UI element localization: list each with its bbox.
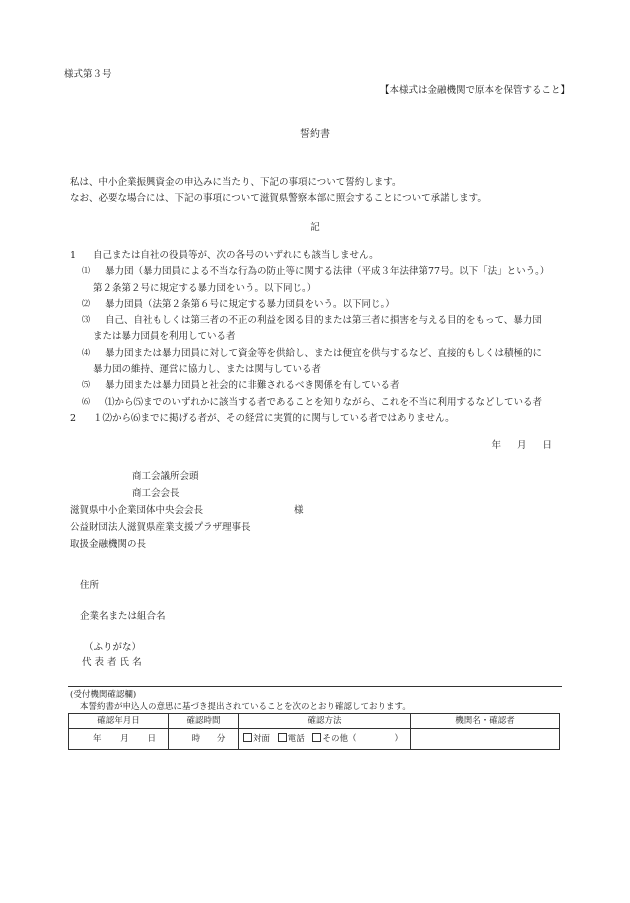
- clause-text: １⑵から⑹までに掲げる者が、その経営に実質的に関与している者ではありません。: [93, 412, 455, 424]
- intro-line: 私は、中小企業振興資金の申込みに当たり、下記の事項について誓約します。: [70, 177, 402, 188]
- checkbox-icon: [278, 733, 287, 742]
- clause-text: 第２条第２号に規定する暴力団をいう。以下同じ。）: [93, 282, 317, 294]
- clause-text: 自己または自社の役員等が、次の各号のいずれにも該当しません。: [93, 250, 379, 261]
- clause-text: または暴力団員を利用している者: [93, 331, 236, 343]
- clause-text: 暴力団または暴力団員と社会的に非難されるべき関係を有している者: [105, 380, 400, 392]
- method-phone-label: 電話: [287, 734, 305, 745]
- intro-line: なお、必要な場合には、下記の事項について滋賀県警察本部に照会することについて承諾します。: [70, 193, 487, 204]
- confirmation-table: [68, 713, 560, 750]
- honorific: 様: [294, 505, 304, 516]
- header-confirm-time: 確認時間: [169, 714, 239, 729]
- clause-mark: ⑹: [82, 396, 90, 406]
- form-number: 様式第３号: [64, 69, 112, 80]
- representative-label: 代 表 者 氏 名: [82, 657, 142, 668]
- clause-mark: ⑷: [82, 347, 90, 357]
- clause-text: 暴力団の維持、運営に協力し、または関与している者: [93, 364, 322, 376]
- header-institution: 機関名・確認者: [411, 714, 560, 729]
- month-mark: 月: [120, 733, 129, 744]
- addressee: 取扱金融機関の長: [70, 539, 147, 550]
- clause-text: 暴力団（暴力団員による不当な行為の防止等に関する法律（平成３年法律第77号。以下「法」という。）: [105, 266, 550, 278]
- clause-text: ⑴から⑸までのいずれかに該当する者であることを知りながら、これを不当に利用するなどしている者: [105, 396, 543, 408]
- clause-mark: ⑴: [82, 266, 90, 276]
- table-header-row: [69, 714, 560, 729]
- section-divider: [68, 686, 562, 687]
- ki-heading: 記: [310, 222, 320, 233]
- clause-mark: ⑸: [82, 380, 90, 390]
- addressee: 商工会会長: [132, 488, 180, 499]
- addressee: 商工会議所会頭: [132, 471, 199, 482]
- document-title: 誓約書: [300, 129, 330, 140]
- day-mark: 日: [147, 733, 156, 744]
- clause-text: 暴力団員（法第２条第６号に規定する暴力団員をいう。以下同じ。）: [105, 298, 395, 310]
- confirm-date-cell[interactable]: [69, 729, 169, 750]
- table-row: [69, 729, 560, 750]
- addressee-block: [70, 471, 251, 556]
- method-other-label: その他（: [322, 734, 357, 745]
- method-face-option[interactable]: [243, 734, 270, 744]
- addressee: 滋賀県中小企業団体中央会会長: [70, 505, 204, 516]
- method-phone-option[interactable]: [278, 734, 305, 744]
- method-other-option[interactable]: [312, 734, 356, 744]
- clause-text: 自己、自社もしくは第三者の不正の利益を図る目的または第三者に損害を与える目的をもって、暴力団: [105, 315, 542, 327]
- checkbox-icon: [312, 733, 321, 742]
- addressee: 公益財団法人滋賀県産業支援プラザ理事長: [70, 522, 251, 533]
- minute-mark: 分: [216, 733, 226, 744]
- date-year: 年: [491, 440, 501, 451]
- hour-mark: 時: [191, 733, 201, 744]
- date-day: 日: [542, 440, 552, 451]
- company-label: 企業名または組合名: [80, 611, 166, 622]
- confirm-time-cell[interactable]: [169, 729, 239, 750]
- checkbox-icon: [243, 733, 252, 742]
- header-confirm-method: 確認方法: [239, 714, 411, 729]
- date-month: 月: [516, 440, 527, 451]
- clause-number: 2: [70, 412, 77, 424]
- intro-paragraph: [70, 177, 487, 209]
- clause-text: 暴力団または暴力団員に対して資金等を供給し、または便宜を供与するなど、直接的もしくは積極的に: [105, 347, 543, 359]
- institution-cell[interactable]: [411, 729, 560, 750]
- year-mark: 年: [93, 733, 102, 744]
- receipt-statement: 本誓約書が申込人の意思に基づき提出されていることを次のとおり確認しております。: [80, 702, 411, 712]
- clause-mark: ⑵: [82, 298, 90, 308]
- method-face-label: 対面: [253, 734, 271, 745]
- furigana-label: （ふりがな）: [84, 642, 142, 653]
- clause-mark: ⑶: [82, 315, 90, 325]
- clause-number: 1: [70, 250, 77, 261]
- address-label: 住所: [80, 580, 100, 591]
- header-confirm-date: 確認年月日: [69, 714, 169, 729]
- date-line: [475, 440, 552, 451]
- method-other-close: ）: [394, 734, 403, 745]
- confirm-method-cell: [239, 729, 411, 750]
- storage-note: 【本様式は金融機関で原本を保管すること】: [379, 85, 570, 96]
- receipt-heading: (受付機関確認欄): [70, 690, 137, 700]
